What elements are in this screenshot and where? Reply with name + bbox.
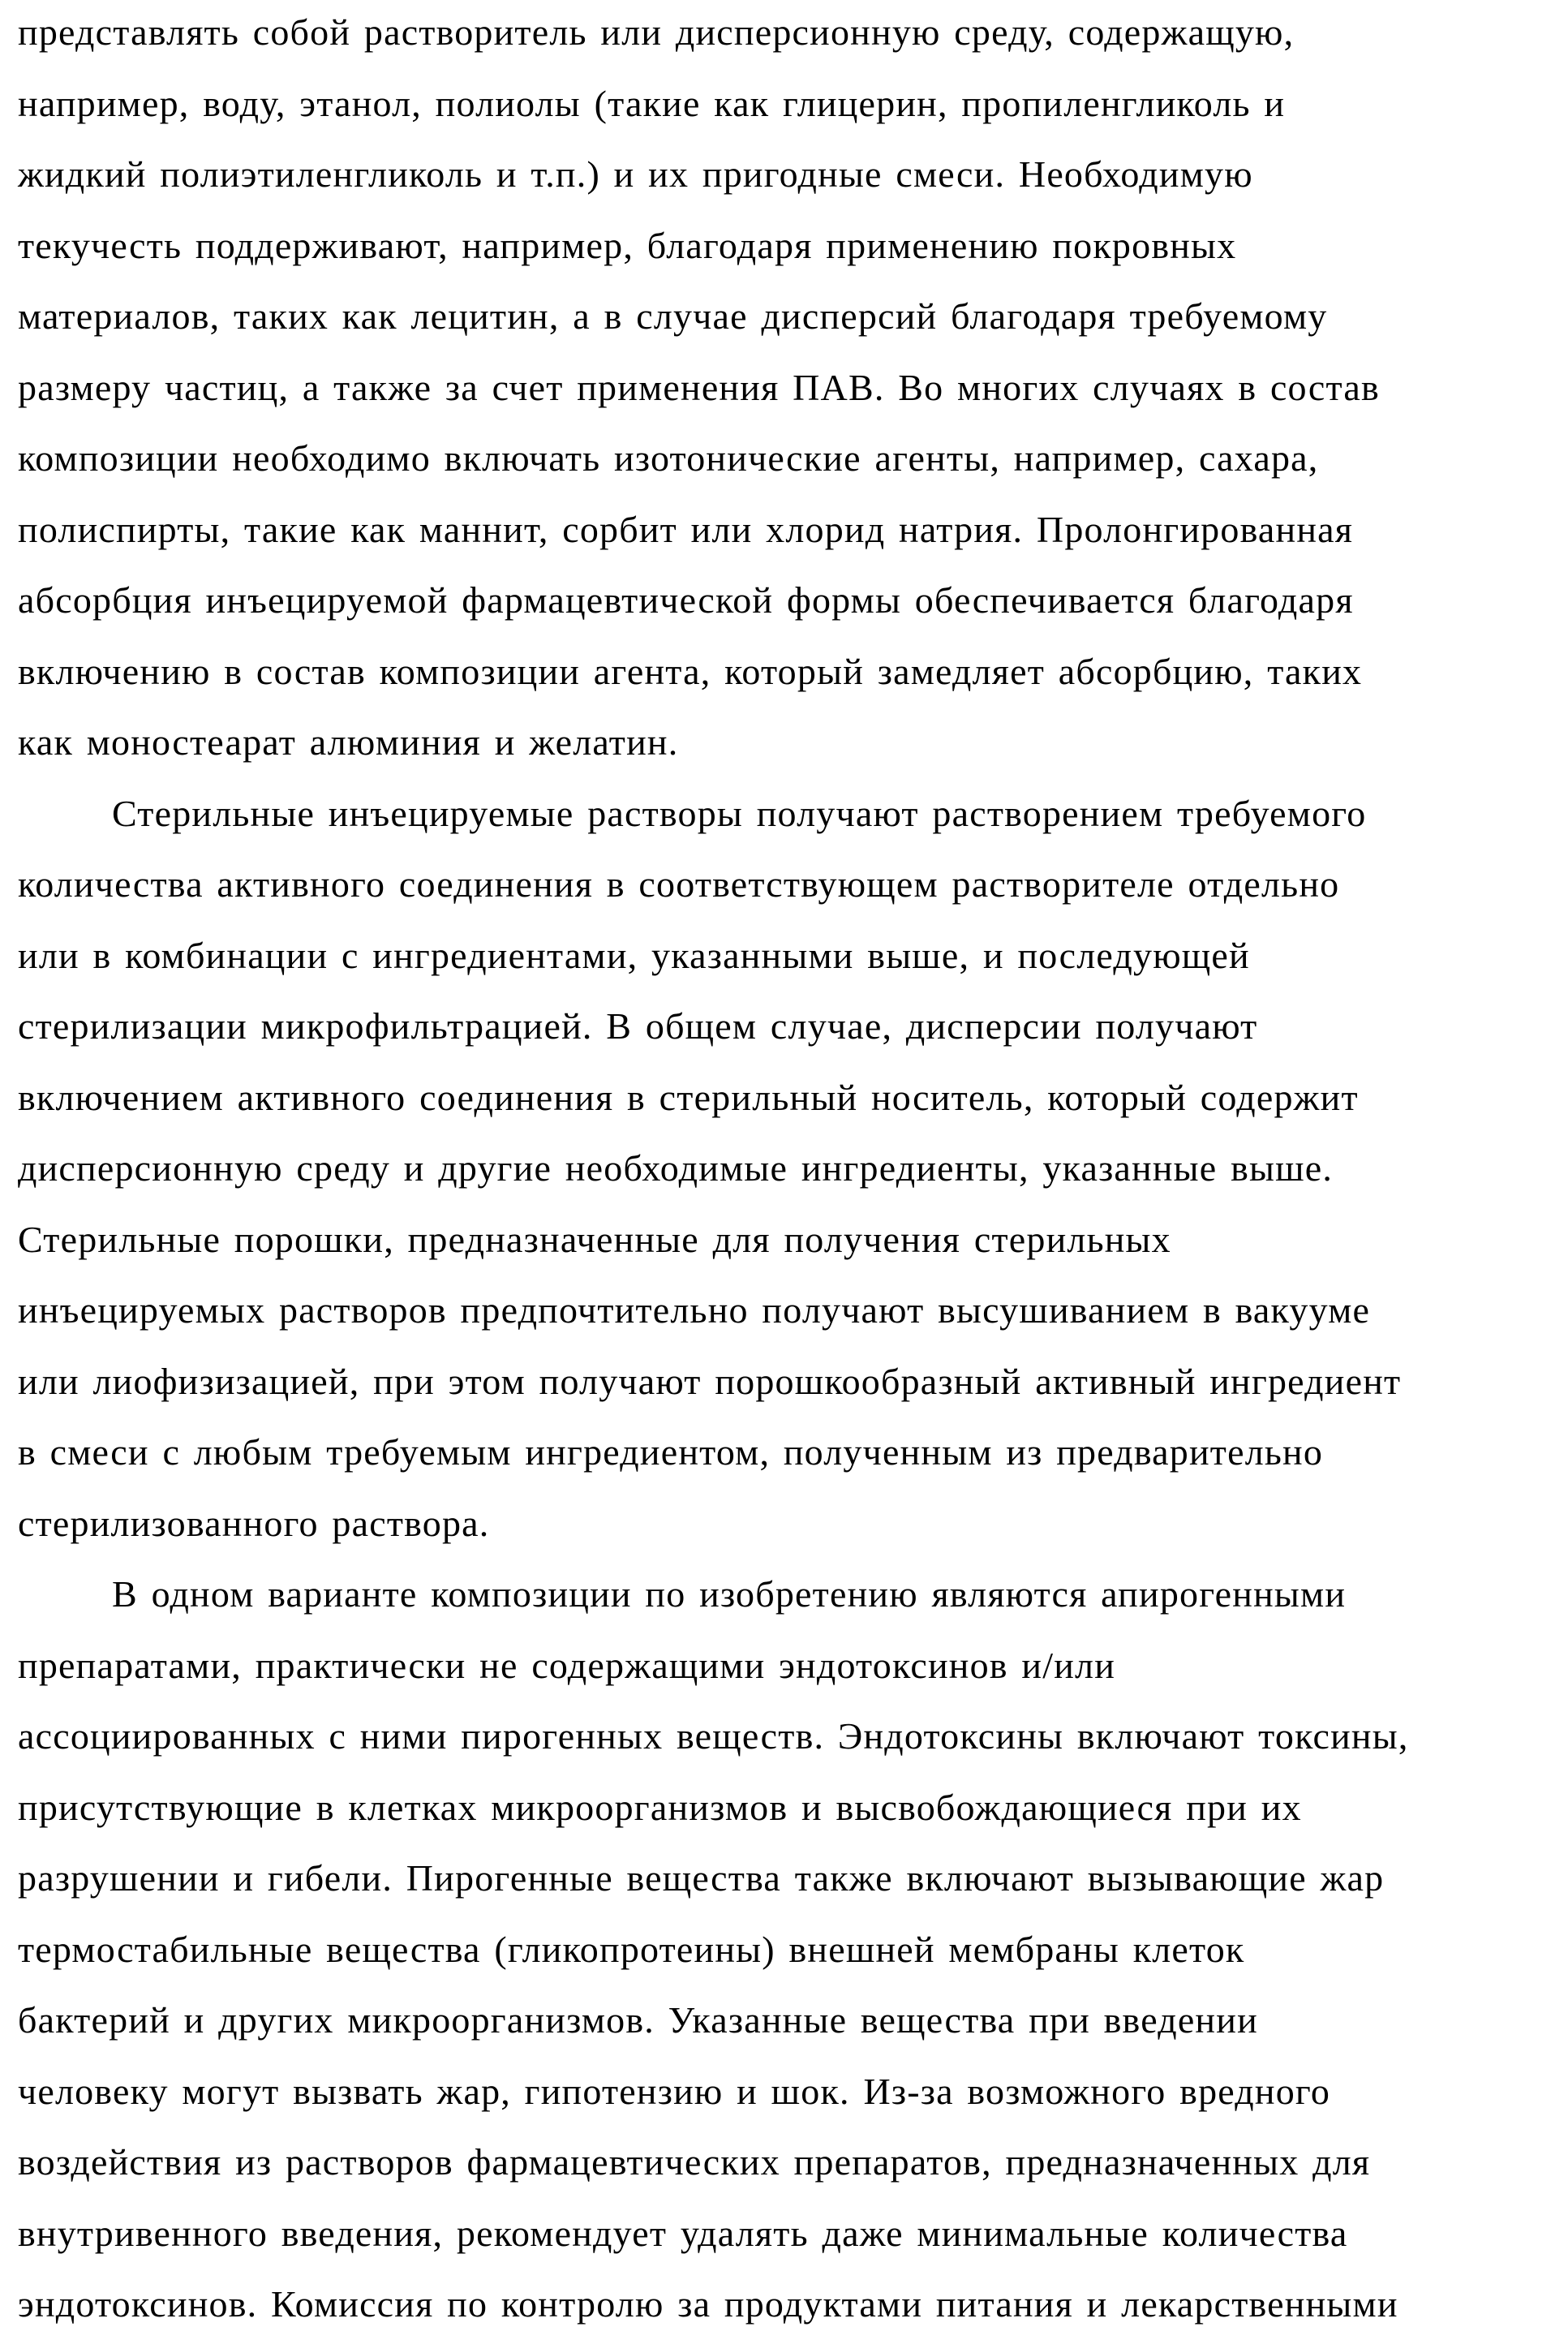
paragraph-first-line: В одном варианте композиции по изобретению являются апирогенными: [112, 1573, 1347, 1615]
text-line: инъецируемых растворов предпочтительно получают высушиванием в вакууме: [18, 1289, 1371, 1331]
text-line: эндотоксинов. Комиссия по контролю за продуктами питания и лекарственными: [18, 2283, 1398, 2325]
text-line: термостабильные вещества (гликопротеины) внешней мембраны клеток: [18, 1928, 1245, 1970]
text-line: стерилизации микрофильтрацией. В общем случае, дисперсии получают: [18, 1005, 1258, 1047]
text-line: человеку могут вызвать жар, гипотензию и шок. Из-за возможного вредного: [18, 2070, 1331, 2112]
text-line: количества активного соединения в соответствующем растворителе отдельно: [18, 863, 1340, 905]
text-line: представлять собой растворитель или дисперсионную среду, содержащую,: [18, 11, 1295, 53]
text-line: материалов, таких как лецитин, а в случае дисперсий благодаря требуемому: [18, 295, 1328, 337]
text-line: бактерий и других микроорганизмов. Указанные вещества при введении: [18, 1999, 1258, 2041]
text-line: жидкий полиэтиленгликоль и т.п.) и их пригодные смеси. Необходимую: [18, 153, 1253, 195]
text-line: присутствующие в клетках микроорганизмов и высвобождающиеся при их: [18, 1786, 1302, 1828]
paragraph-first-line: Стерильные инъецируемые растворы получают растворением требуемого: [112, 792, 1367, 834]
text-line: как моностеарат алюминия и желатин.: [18, 721, 679, 763]
text-line: включением активного соединения в стерильный носитель, который содержит: [18, 1076, 1359, 1118]
text-line: воздействия из растворов фармацевтических препаратов, предназначенных для: [18, 2141, 1371, 2183]
text-line: в смеси с любым требуемым ингредиентом, полученным из предварительно: [18, 1431, 1324, 1473]
text-line: или лиофизизацией, при этом получают порошкообразный активный ингредиент: [18, 1360, 1402, 1402]
text-line: дисперсионную среду и другие необходимые ингредиенты, указанные выше.: [18, 1147, 1334, 1189]
text-line: абсорбция инъецируемой фармацевтической формы обеспечивается благодаря: [18, 579, 1354, 621]
text-line: текучесть поддерживают, например, благодаря применению покровных: [18, 224, 1237, 266]
text-line: или в комбинации с ингредиентами, указанными выше, и последующей: [18, 934, 1250, 976]
text-line: препаратами, практически не содержащими эндотоксинов и/или: [18, 1644, 1116, 1686]
text-line: например, воду, этанол, полиолы (такие как глицерин, пропиленгликоль и: [18, 82, 1286, 124]
text-line: включению в состав композиции агента, который замедляет абсорбцию, таких: [18, 650, 1363, 692]
text-line: внутривенного введения, рекомендует удалять даже минимальные количества: [18, 2212, 1348, 2254]
text-line: полиспирты, такие как маннит, сорбит или хлорид натрия. Пролонгированная: [18, 508, 1354, 550]
text-line: разрушении и гибели. Пирогенные вещества также включают вызывающие жар: [18, 1857, 1385, 1899]
text-line: ассоциированных с ними пирогенных веществ. Эндотоксины включают токсины,: [18, 1715, 1409, 1757]
text-line: размеру частиц, а также за счет применения ПАВ. Во многих случаях в состав: [18, 366, 1380, 408]
text-line: композиции необходимо включать изотонические агенты, например, сахара,: [18, 437, 1319, 479]
text-line: стерилизованного раствора.: [18, 1502, 490, 1544]
text-line: Стерильные порошки, предназначенные для получения стерильных: [18, 1218, 1171, 1260]
